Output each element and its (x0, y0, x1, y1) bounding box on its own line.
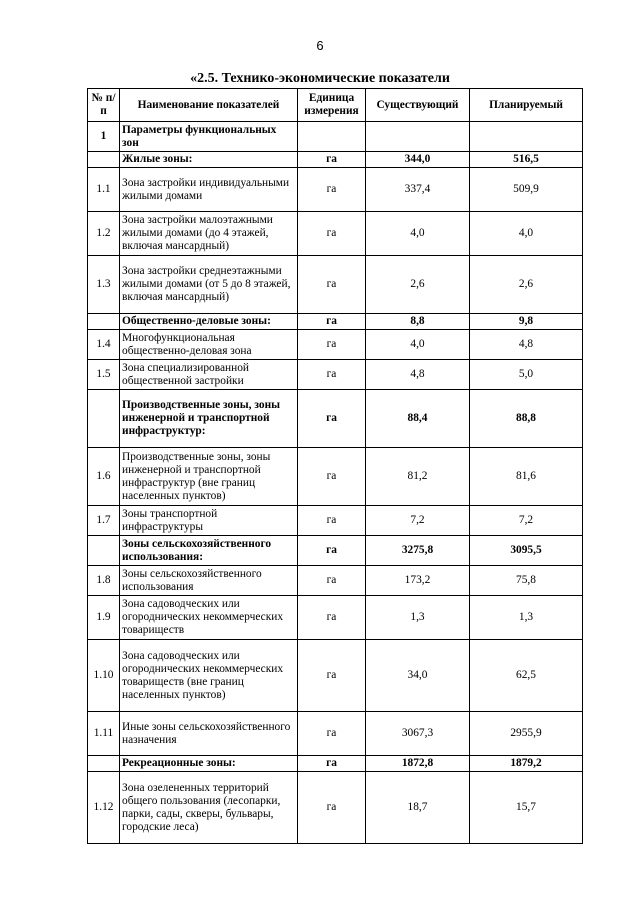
row-unit: га (298, 390, 366, 448)
row-planned: 4,0 (470, 212, 583, 256)
row-num (88, 536, 120, 566)
row-unit: га (298, 212, 366, 256)
table-row (88, 152, 583, 168)
table-row (88, 390, 583, 448)
row-name: Производственные зоны, зоны инженерной и транспортной инфраструктур (вне границ населенных пунктов) (120, 448, 298, 506)
table-row (88, 756, 583, 772)
row-planned (470, 122, 583, 152)
table-row (88, 566, 583, 596)
row-num: 1.4 (88, 330, 120, 360)
row-name: Параметры функциональных зон (120, 122, 298, 152)
row-planned: 62,5 (470, 640, 583, 712)
row-unit: га (298, 168, 366, 212)
row-existing: 344,0 (366, 152, 470, 168)
row-planned: 1879,2 (470, 756, 583, 772)
row-existing: 81,2 (366, 448, 470, 506)
row-unit: га (298, 756, 366, 772)
row-num: 1.5 (88, 360, 120, 390)
row-name: Многофункциональная общественно-деловая зона (120, 330, 298, 360)
row-existing: 1,3 (366, 596, 470, 640)
row-unit: га (298, 566, 366, 596)
row-name: Зона садоводческих или огороднических некоммерческих товариществ (120, 596, 298, 640)
row-planned: 9,8 (470, 314, 583, 330)
row-name: Зона озелененных территорий общего пользования (лесопарки, парки, сады, скверы, бульвары, городские леса) (120, 772, 298, 844)
row-planned: 1,3 (470, 596, 583, 640)
row-num: 1.3 (88, 256, 120, 314)
table-row (88, 122, 583, 152)
row-planned: 5,0 (470, 360, 583, 390)
row-name: Зоны транспортной инфраструктуры (120, 506, 298, 536)
row-unit: га (298, 256, 366, 314)
row-existing: 7,2 (366, 506, 470, 536)
row-existing: 88,4 (366, 390, 470, 448)
row-name: Рекреационные зоны: (120, 756, 298, 772)
table-row (88, 360, 583, 390)
row-unit: га (298, 314, 366, 330)
table-row (88, 212, 583, 256)
row-existing: 18,7 (366, 772, 470, 844)
row-name: Зона застройки малоэтажными жилыми домами (до 4 этажей, включая мансардный) (120, 212, 298, 256)
table-row (88, 536, 583, 566)
row-name: Зона садоводческих или огороднических некоммерческих товариществ (вне границ населенных пунктов) (120, 640, 298, 712)
row-num (88, 152, 120, 168)
row-planned: 7,2 (470, 506, 583, 536)
row-planned: 3095,5 (470, 536, 583, 566)
row-name: Жилые зоны: (120, 152, 298, 168)
row-num: 1.6 (88, 448, 120, 506)
row-existing: 1872,8 (366, 756, 470, 772)
row-unit: га (298, 152, 366, 168)
row-planned: 75,8 (470, 566, 583, 596)
row-existing: 34,0 (366, 640, 470, 712)
row-existing (366, 122, 470, 152)
row-planned: 4,8 (470, 330, 583, 360)
header-num: № п/п (88, 89, 120, 122)
row-name: Производственные зоны, зоны инженерной и транспортной инфраструктур: (120, 390, 298, 448)
row-num: 1.10 (88, 640, 120, 712)
row-existing: 2,6 (366, 256, 470, 314)
header-name: Наименование показателей (120, 89, 298, 122)
document-title: «2.5. Технико-экономические показатели (190, 71, 450, 86)
row-unit: га (298, 506, 366, 536)
row-existing: 3067,3 (366, 712, 470, 756)
row-unit: га (298, 772, 366, 844)
row-unit: га (298, 712, 366, 756)
table-row (88, 596, 583, 640)
row-num: 1.9 (88, 596, 120, 640)
row-existing: 173,2 (366, 566, 470, 596)
table-header-row (88, 89, 583, 122)
indicators-table (87, 88, 583, 844)
row-planned: 516,5 (470, 152, 583, 168)
table-row (88, 448, 583, 506)
row-unit: га (298, 640, 366, 712)
row-num: 1.12 (88, 772, 120, 844)
row-existing: 3275,8 (366, 536, 470, 566)
row-existing: 4,0 (366, 330, 470, 360)
table-row (88, 314, 583, 330)
table-row (88, 712, 583, 756)
row-existing: 8,8 (366, 314, 470, 330)
row-unit: га (298, 536, 366, 566)
row-num: 1.1 (88, 168, 120, 212)
row-existing: 337,4 (366, 168, 470, 212)
row-name: Иные зоны сельскохозяйственного назначения (120, 712, 298, 756)
row-name: Зоны сельскохозяйственного использования (120, 566, 298, 596)
row-name: Общественно-деловые зоны: (120, 314, 298, 330)
row-num: 1.11 (88, 712, 120, 756)
table-row (88, 330, 583, 360)
row-planned: 81,6 (470, 448, 583, 506)
table-row (88, 640, 583, 712)
row-name: Зоны сельскохозяйственного использования: (120, 536, 298, 566)
row-num: 1 (88, 122, 120, 152)
header-existing: Существующий (366, 89, 470, 122)
row-planned: 2955,9 (470, 712, 583, 756)
row-num (88, 756, 120, 772)
table-row (88, 256, 583, 314)
row-num: 1.8 (88, 566, 120, 596)
page-number: 6 (316, 38, 324, 53)
row-num: 1.7 (88, 506, 120, 536)
row-unit (298, 122, 366, 152)
row-unit: га (298, 360, 366, 390)
row-existing: 4,8 (366, 360, 470, 390)
table-row (88, 506, 583, 536)
row-planned: 15,7 (470, 772, 583, 844)
header-unit: Единица измерения (298, 89, 366, 122)
row-planned: 509,9 (470, 168, 583, 212)
row-num (88, 390, 120, 448)
row-name: Зона застройки индивидуальными жилыми домами (120, 168, 298, 212)
table-row (88, 168, 583, 212)
row-num: 1.2 (88, 212, 120, 256)
row-unit: га (298, 448, 366, 506)
row-unit: га (298, 330, 366, 360)
row-planned: 2,6 (470, 256, 583, 314)
row-planned: 88,8 (470, 390, 583, 448)
header-planned: Планируемый (470, 89, 583, 122)
row-name: Зона застройки среднеэтажными жилыми домами (от 5 до 8 этажей, включая мансардный) (120, 256, 298, 314)
row-existing: 4,0 (366, 212, 470, 256)
table-row (88, 772, 583, 844)
row-num (88, 314, 120, 330)
row-name: Зона специализированной общественной застройки (120, 360, 298, 390)
row-unit: га (298, 596, 366, 640)
